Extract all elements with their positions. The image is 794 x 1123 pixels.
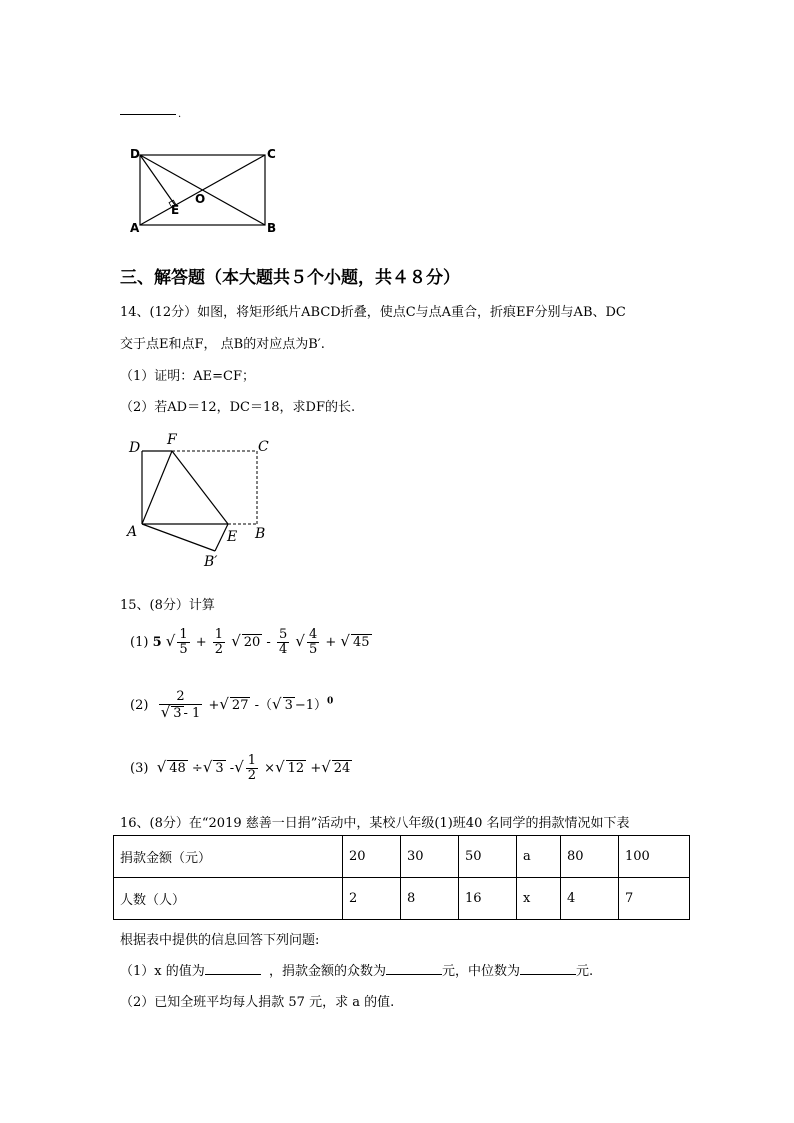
part-label-2: (2) [130,698,149,713]
fraction-1-over-2: $\frac{1}{2}$ [214,627,224,657]
q16-intro: 16、(8分）在“2019 慈善一日捐”活动中，某校八年级(1)班40 名同学的捐款情况如下表 [120,816,630,831]
fraction-2-over-sqrt3-minus-1: $\frac{2}{√ 3 - 1}$ [160,689,201,721]
table-cell: 人数（人） [114,878,343,920]
sqrt-24: 24 [333,761,351,776]
fraction-5-over-4: $\frac{5}{4}$ [278,627,288,657]
q15-title: 15、(8分）计算 [120,598,215,613]
q16-prompt: 根据表中提供的信息回答下列问题: [120,933,320,948]
table-cell: 80 [561,836,619,878]
q16-part1-text-c: 元，中位数为 [442,964,521,979]
table-cell: a [517,836,561,878]
table-cell: 16 [459,878,517,920]
part-label-1: (1) [130,635,149,650]
label-d: D [130,147,140,161]
figure-rectangle-diagonals [125,143,285,238]
label-a: A [127,524,138,540]
label-e: E [227,529,238,545]
table-cell: 30 [401,836,459,878]
q16-part2: （2）已知全班平均每人捐款 57 元，求 a 的值. [120,995,395,1010]
table-row [114,836,690,878]
q15-expression-2: (2) $\frac{2}{√ 3 - 1}$ +√ 27 -（√ 3 −1）$^0$ [130,689,334,721]
label-o: O [195,192,206,206]
answer-blank-median [520,962,576,975]
sqrt-45: 45 [352,635,370,650]
answer-blank-top [120,114,176,115]
label-c: C [267,147,276,161]
table-cell: x [517,878,561,920]
q15-expression-3: (3) √ 48 ÷√ 3 -√ $\frac{1}{2}$ ×√ 12 +√ 24 [130,753,351,783]
table-row [114,878,690,920]
label-b-prime: B′ [204,554,218,570]
label-b: B [267,221,277,235]
q14-line2: 交于点E和点F， 点B的对应点为B′. [120,337,325,352]
sqrt-48: 48 [169,761,186,776]
label-e: E [171,203,180,217]
section-heading: 三、解答题（本大题共５个小题，共４８分） [120,268,460,288]
table-cell: 8 [401,878,459,920]
table-cell: 捐款金额（元） [114,836,343,878]
segment-af [142,451,172,524]
sqrt-20: 20 [243,635,261,650]
q14-part1: （1）证明：AE=CF； [120,369,256,384]
label-f: F [167,432,177,448]
q15-expression-1: (1) 5 √ $\frac{1}{5}$ + $\frac{1}{2}$ √ 20 - $\frac{5}{4}$ √ $\frac{4}{5}$ + √ 45 [130,627,370,657]
q16-part1-text-d: 元. [576,964,594,979]
radical-sign: √ [165,632,176,650]
label-d: D [129,440,141,456]
label-a: A [130,221,140,235]
table-cell: 100 [619,836,690,878]
q16-part1 [120,960,593,979]
table-cell: 2 [343,878,401,920]
table-cell: 4 [561,878,619,920]
donation-table [113,835,690,920]
segment-abp [142,524,215,551]
sqrt-3b: 3 [215,761,224,776]
q16-part1-text-b: ，捐款金额的众数为 [269,964,387,979]
answer-blank-mode [386,962,442,975]
table-cell: 7 [619,878,690,920]
sqrt-27: 27 [231,698,249,713]
label-b: B [255,526,266,542]
q16-part1-text-a: （1）x 的值为 [120,964,205,979]
figure-folded-rectangle [120,432,280,572]
answer-blank-x [205,962,261,975]
exponent-zero: 0 [327,696,334,707]
coef-five: 5 [152,635,162,650]
segment-de [140,155,175,205]
table-cell: 50 [459,836,517,878]
part-label-3: (3) [130,761,149,776]
segment-fe [172,451,228,524]
fraction-1-over-5: $\frac{1}{5}$ [179,627,188,657]
top-period: . [178,109,182,120]
fraction-4-over-5: $\frac{4}{5}$ [308,627,318,657]
label-c: C [258,439,269,455]
table-cell: 20 [343,836,401,878]
sqrt-3: 3 [284,698,293,713]
fraction-1-over-2b: $\frac{1}{2}$ [247,753,257,783]
q14-line1: 14、(12分）如图，将矩形纸片ABCD折叠，使点C与点A重合，折痕EF分别与AB、DC [120,305,626,320]
q14-part2: （2）若AD＝12，DC＝18，求DF的长. [120,400,356,415]
sqrt-12: 12 [287,761,305,776]
